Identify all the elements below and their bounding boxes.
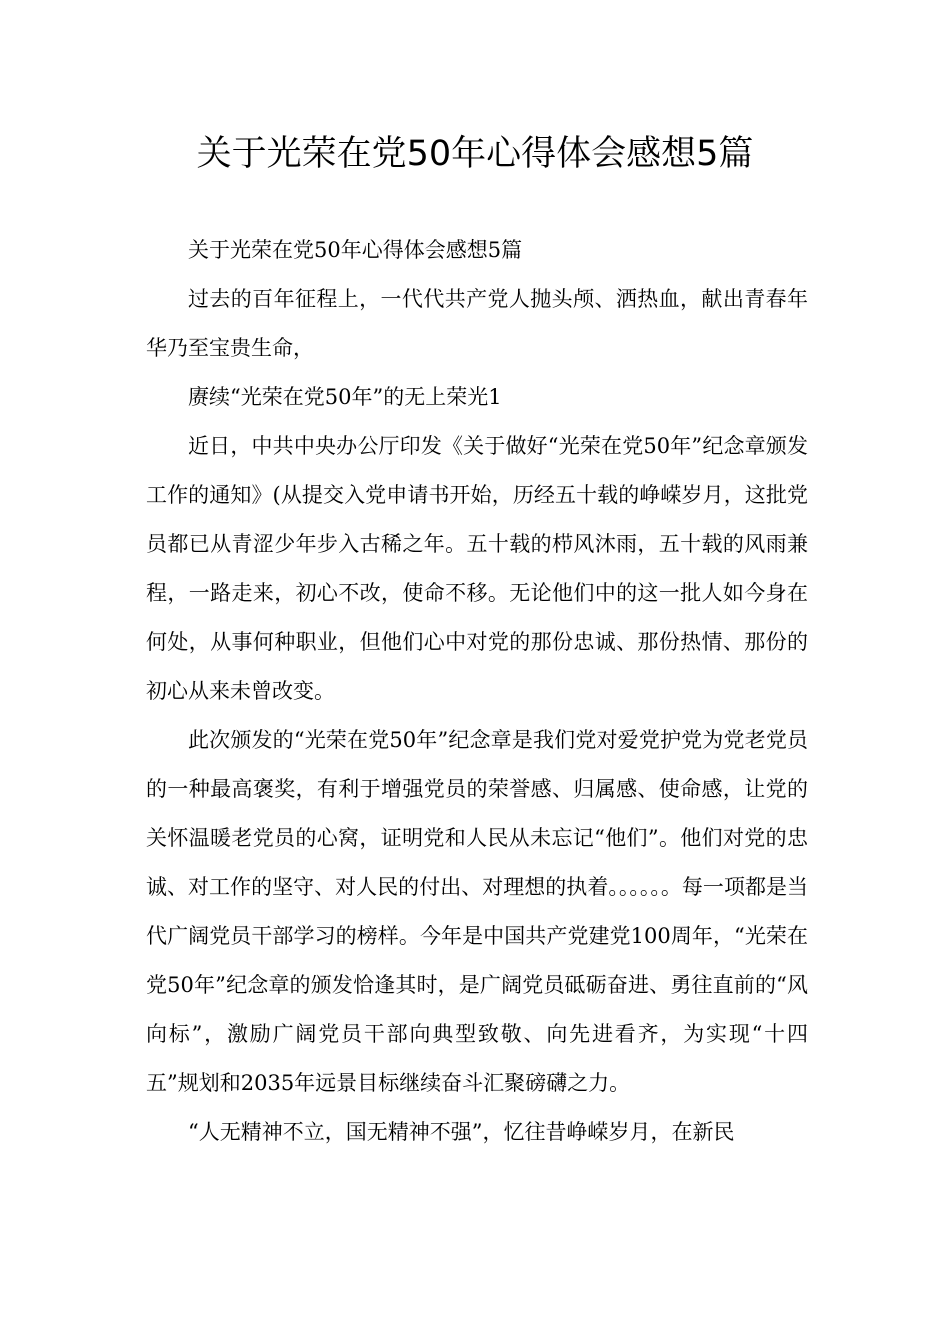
paragraph-heading: 赓续“光荣在党50年”的无上荣光1 [188,385,502,409]
paragraph-intro: 过去的百年征程上，一代代共产党人抛头颅、洒热血，献出青春年华乃至宝贵生命， [146,287,808,360]
paragraph-notice: 近日，中共中央办公厅印发《关于做好“光荣在党50年”纪念章颁发工作的通知》(从提交入党申请书开始，历经五十载的峥嵘岁月，这批党员都已从青涩少年步入古稀之年。五十载的栉风沐雨，五十载的风雨兼程，一路走来，初心不改，使命不移。无论他们中的这一批人如今身在何处，从事何种职业，但他们心中对党的那份忠诚、那份热情、那份的初心从来未曾改变。 [146,434,808,703]
paragraph-subtitle: 关于光荣在党50年心得体会感想5篇 [188,238,523,262]
paragraph-medal: 此次颁发的“光荣在党50年”纪念章是我们党对爱党护党为党老党员的一种最高褒奖，有利于增强党员的荣誉感、归属感、使命感，让党的关怀温暖老党员的心窝，证明党和人民从未忘记“他们”。他们对党的忠诚、对工作的坚守、对人民的付出、对理想的执着。。。。。。每一项都是当代广阔党员干部学习的榜样。今年是中国共产党建党100周年，“光荣在党50年”纪念章的颁发恰逢其时，是广阔党员砥砺奋进、勇往直前的“风向标”，激励广阔党员干部向典型致敬、向先进看齐，为实现“十四五”规划和2035年远景目标继续奋斗汇聚磅礴之力。 [146,728,808,1095]
document-title: 关于光荣在党50年心得体会感想5篇 [196,134,754,174]
document-body [146,226,808,1157]
paragraph-spirit: “人无精神不立，国无精神不强”，忆往昔峥嵘岁月，在新民 [188,1120,735,1144]
